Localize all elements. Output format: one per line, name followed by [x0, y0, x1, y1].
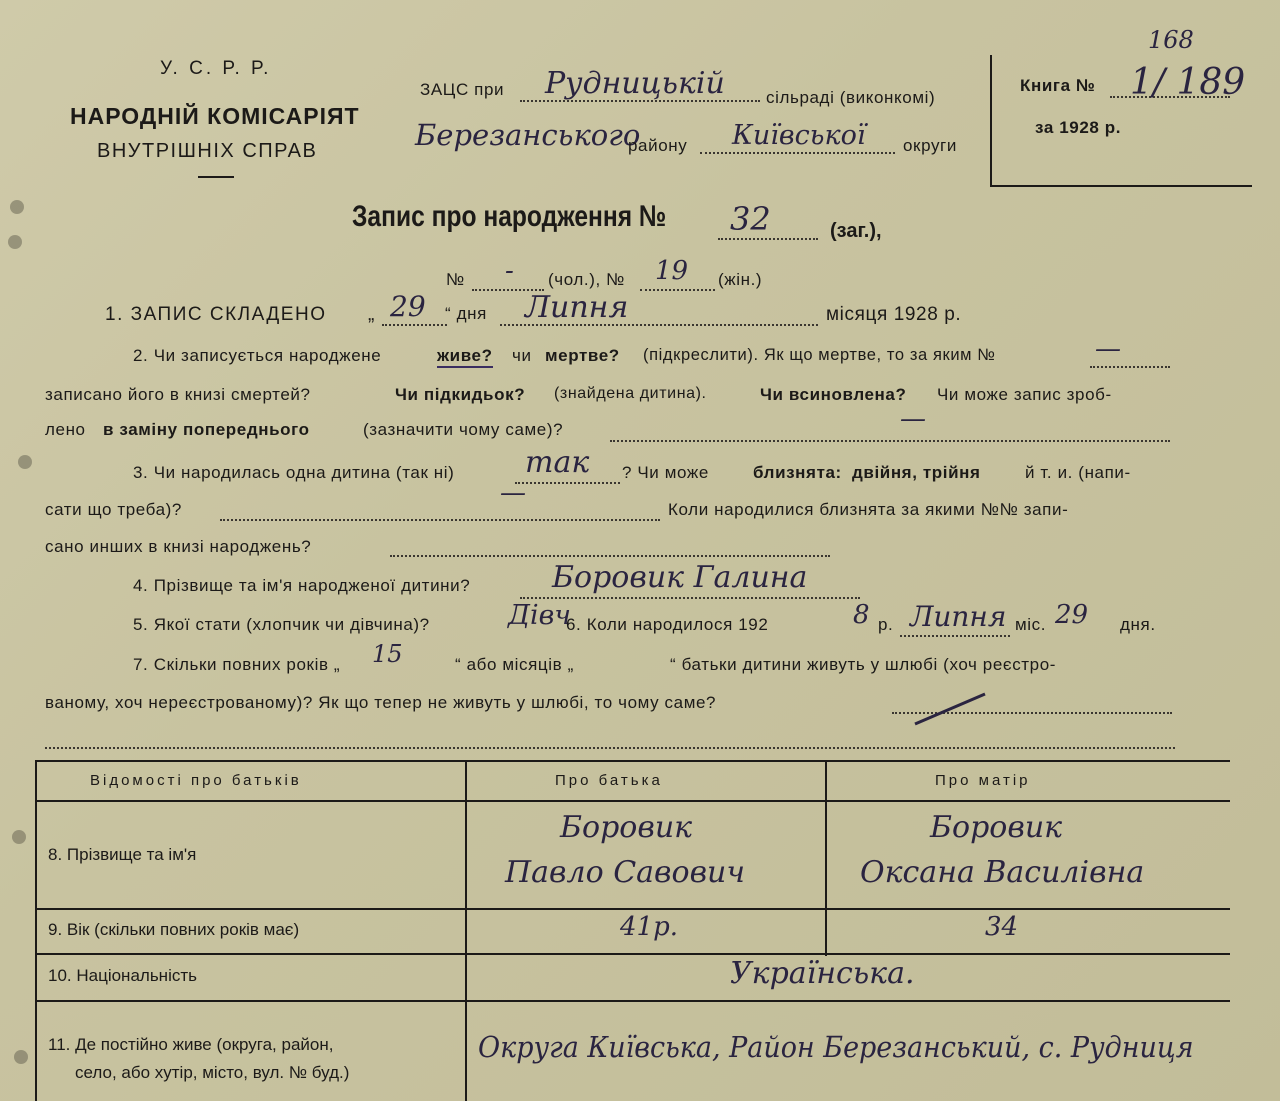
row-name-label: 8. Прізвище та ім'я: [48, 845, 197, 864]
father-surname: Боровик: [560, 810, 693, 845]
q5-label: 5. Якої стати (хлопчик чи дівчина)?: [133, 615, 430, 634]
q2-dead-number-label: (підкреслити). Як що мертве, то за яким №: [643, 346, 996, 364]
q4-line: [520, 597, 860, 599]
q2-foundling: Чи підкидьок?: [395, 385, 526, 404]
q6-label: 6. Коли народилося 192: [566, 615, 769, 634]
q3-twins-line: [220, 519, 660, 521]
q7-label: 7. Скільки повних років „: [133, 655, 341, 674]
q2-replace-prefix: Чи може запис зроб-: [937, 385, 1112, 404]
father-name: Павло Савович: [505, 855, 746, 890]
mother-name: Оксана Василівна: [860, 855, 1145, 890]
birth-year-digit: 8: [853, 600, 870, 630]
header-divider: [198, 176, 234, 178]
q3-twins: близнята:: [753, 463, 842, 482]
punch-hole: [8, 235, 22, 249]
q2-replace: в заміну попереднього: [103, 420, 310, 439]
row-age-label: 9. Вік (скільки повних років має): [48, 920, 300, 939]
residence: Округа Київська, Район Березанський, с. Рудниця: [478, 1030, 1194, 1064]
okruha-value: Київської: [732, 120, 866, 151]
q3-twins-types: двійня, трійня: [852, 463, 981, 482]
q2-death-book: записано його в книзі смертей?: [45, 385, 311, 404]
district-value: Березанського: [415, 118, 641, 152]
q4-label: 4. Прізвище та ім'я народженої дитини?: [133, 576, 471, 595]
q7-months-label: “ або місяців „: [455, 655, 574, 674]
q3-may: ? Чи може: [622, 463, 709, 482]
q3-other-line: [390, 555, 830, 557]
q3-twins-value: —: [500, 478, 526, 508]
table-col-border: [465, 760, 467, 1101]
q2-dead-number: —: [1095, 334, 1121, 364]
q1-day-line: [382, 324, 447, 326]
punch-hole: [10, 200, 24, 214]
q6-month-line: [900, 635, 1010, 637]
q2-label: 2. Чи записується народжене: [133, 346, 382, 365]
table-left-border: [35, 760, 37, 1101]
q7-parents-married: “ батьки дитини живуть у шлюбі (хоч реєстро-: [670, 655, 1057, 674]
village-suffix: сільраді (виконкомі): [766, 88, 936, 107]
marriage-years: 15: [372, 640, 403, 668]
q1-label: 1. ЗАПИС СКЛАДЕНО: [105, 304, 327, 325]
female-label: (жін.): [718, 270, 763, 289]
q3-other-records: сано инших в книзі народжень?: [45, 537, 312, 556]
female-number-line: [640, 289, 715, 291]
num-sign: №: [446, 270, 465, 289]
table-col-border: [825, 760, 827, 956]
q2-found-child: (знайдена дитина).: [554, 385, 707, 402]
okruha-label: округи: [903, 136, 957, 155]
male-label: (чол.), №: [548, 270, 625, 289]
punch-hole: [18, 455, 32, 469]
q1-day-label: “ дня: [445, 304, 487, 323]
child-name: Боровик Галина: [552, 560, 808, 595]
q3-write: сати що треба)?: [45, 500, 182, 519]
book-number-top: 168: [1148, 26, 1194, 54]
birth-day: 29: [1055, 600, 1089, 630]
q1-month-label: місяця 1928 р.: [826, 304, 962, 325]
record-title: Запис про народження №: [352, 200, 667, 233]
q2-dead-number-line: [1090, 366, 1170, 368]
commissariat-title: НАРОДНІЙ КОМІСАРІЯТ: [70, 103, 360, 129]
col-father: Про батька: [555, 772, 663, 789]
row-residence-label-2: село, або хутір, місто, вул. № буд.): [75, 1063, 350, 1082]
district-label: району: [628, 136, 688, 155]
village-value: Рудницькій: [545, 66, 725, 101]
q3-label: 3. Чи народилась одна дитина (так ні): [133, 463, 455, 482]
table-row-border: [35, 908, 1230, 910]
father-age: 41р.: [620, 912, 678, 942]
table-header-border: [35, 800, 1230, 802]
record-title-suffix: (заг.),: [830, 220, 882, 242]
record-number: 32: [730, 200, 771, 238]
table-row-border: [35, 1000, 1230, 1002]
department-title: ВНУТРІШНІХ СПРАВ: [97, 140, 318, 162]
book-label: Книга №: [1020, 76, 1096, 95]
q6-month-label: міс.: [1015, 615, 1047, 634]
q7-reason-label: ваному, хоч нереєстрованому)? Як що тепер не живуть у шлюбі, то чому саме?: [45, 693, 717, 712]
punch-hole: [12, 830, 26, 844]
q2-or: чи: [512, 346, 532, 365]
q1-month: Липня: [525, 290, 629, 325]
q2-made: лено: [45, 420, 86, 439]
record-number-line: [718, 238, 818, 240]
book-number: 1/ 189: [1130, 62, 1246, 103]
q1-quote: „: [368, 304, 375, 325]
q2-reason: —: [900, 404, 926, 434]
q3-single-line: [515, 482, 620, 484]
q2-reason-label: (зазначити чому саме)?: [363, 420, 564, 439]
q3-single: так: [525, 445, 590, 480]
q7-extra-line: [45, 747, 1175, 749]
punch-hole: [14, 1050, 28, 1064]
q7-dash-stroke: [910, 688, 990, 728]
birth-month: Липня: [910, 600, 1007, 633]
q6-year-label: р.: [878, 615, 894, 634]
male-number: -: [505, 256, 514, 286]
q2-alive: живе?: [437, 346, 493, 368]
q3-twins-numbers: Коли народилися близнята за якими №№ запи-: [668, 500, 1069, 519]
nationality: Українська.: [730, 956, 915, 991]
zags-prefix: ЗАЦС при: [420, 80, 505, 99]
mother-age: 34: [985, 912, 1019, 942]
q3-etc: й т. и. (напи-: [1025, 463, 1131, 482]
female-number: 19: [655, 256, 689, 286]
q1-day: 29: [390, 290, 426, 323]
col-mother: Про матір: [935, 772, 1031, 789]
table-top-border: [35, 760, 1230, 762]
q6-day-label: дня.: [1120, 615, 1156, 634]
row-residence-label: 11. Де постійно живе (округа, район,: [48, 1035, 334, 1054]
book-year: за 1928 р.: [1035, 118, 1122, 137]
q2-reason-line: [610, 440, 1170, 442]
okruha-line: [700, 152, 895, 154]
child-sex: Дівч: [508, 600, 572, 631]
row-nationality-label: 10. Національність: [48, 966, 197, 985]
republic-label: У. С. Р. Р.: [160, 58, 272, 79]
table-row-border: [35, 953, 1230, 955]
col-parents-info: Відомості про батьків: [90, 772, 302, 789]
mother-surname: Боровик: [930, 810, 1063, 845]
q2-adopted: Чи всиновлена?: [760, 385, 907, 404]
q2-dead: мертве?: [545, 346, 620, 365]
